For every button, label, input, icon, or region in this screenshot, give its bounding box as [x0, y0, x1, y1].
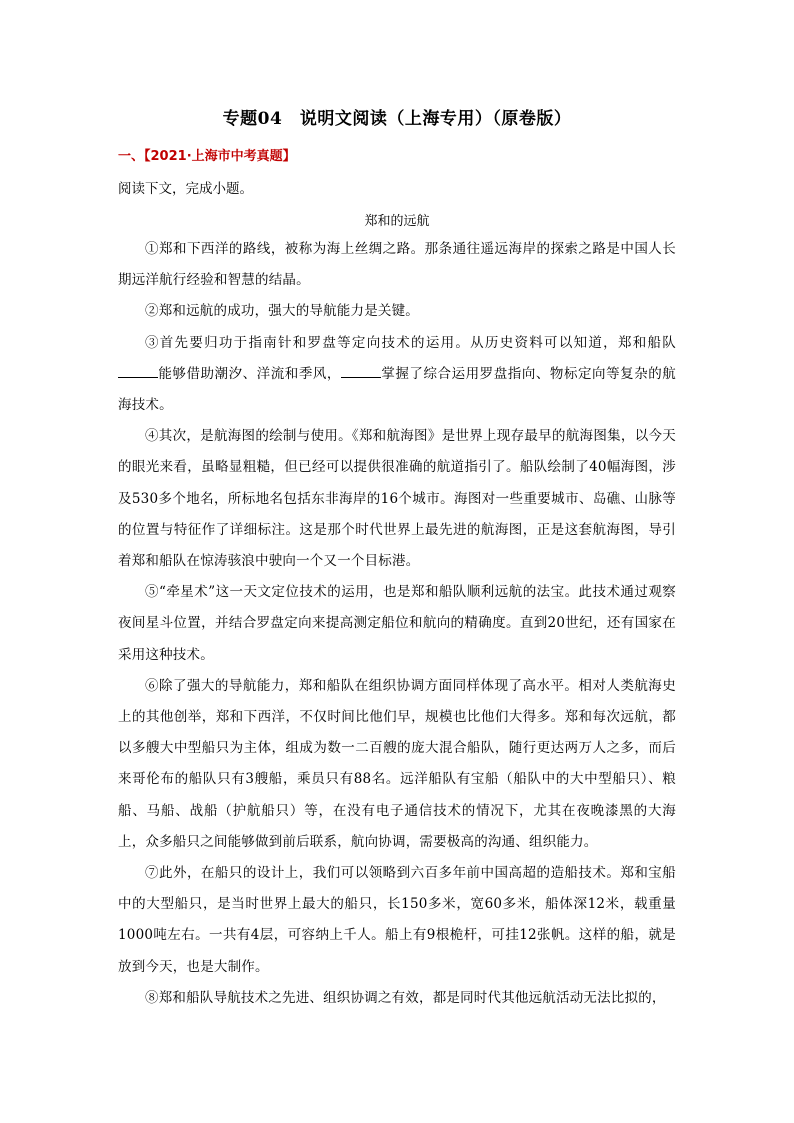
fill-blank-1[interactable]	[118, 363, 158, 378]
fill-blank-2[interactable]	[341, 363, 381, 378]
passage-body	[118, 234, 676, 1014]
section-heading	[118, 145, 296, 164]
paragraph-6: ⑥除了强大的导航能力，郑和船队在组织协调方面同样体现了高水平。相对人类航海史上的其他创举，郑和下西洋，不仅时间比他们早，规模也比他们大得多。郑和每次远航，都以多艘大中型船只为主体，组成为数一二百艘的庞大混合船队，随行更达两万人之多，而后来哥伦布的船队只有3艘船，乘员只有88名。远洋船队有宝船（船队中的大中型船只）、粮船、马船、战船（护航船只）等，在没有电子通信技术的情况下，尤其在夜晚漆黑的大海上，众多船只之间能够做到前后联系，航向协调，需要极高的沟通、组织能力。	[118, 677, 676, 850]
passage-title: 郑和的远航	[364, 214, 430, 229]
page-title: 专题04 说明文阅读（上海专用）（原卷版）	[222, 109, 572, 129]
paragraph-4: ④其次，是航海图的绘制与使用。《郑和航海图》是世界上现存最早的航海图集，以今天的眼光来看，虽略显粗糙，但已经可以提供很准确的航道指引了。船队绘制了40幅海图，涉及530多个地名，所标地名包括东非海岸的16个城市。海图对一些重要城市、岛礁、山脉等的位置与特征作了详细标注。这是那个时代世界上最先进的航海图，正是这套航海图，导引着郑和船队在惊涛骇浪中驶向一个又一个目标港。	[118, 428, 676, 570]
paragraph-5: ⑤“牵星术”这一天文定位技术的运用，也是郑和船队顺利远航的法宝。此技术通过观察夜间星斗位置，并结合罗盘定向来提高测定船位和航向的精确度。直到20世纪，还有国家在采用这种技术。	[118, 584, 676, 663]
paragraph-3-part-c: 掌握了综合运用罗盘指向、物标定向等复杂的航海技术。	[118, 365, 676, 414]
paragraph-7: ⑦此外，在船只的设计上，我们可以领略到六百多年前中国高超的造船技术。郑和宝船中的大型船只，是当时世界上最大的船只，长150多米，宽60多米，船体深12米，载重量1000吨左右。一共有4层，可容纳上千人。船上有9根桅杆，可挂12张帆。这样的船，就是放到今天，也是大制作。	[118, 865, 676, 975]
paragraph-2: ②郑和远航的成功，强大的导航能力是关键。	[145, 303, 419, 320]
paragraph-3-part-a: ③首先要归功于指南针和罗盘等定向技术的运用。从历史资料可以知道，郑和船队	[145, 334, 676, 351]
paragraph-8: ⑧郑和船队导航技术之先进、组织协调之有效，都是同时代其他远航活动无法比拟的，	[145, 989, 666, 1006]
paragraph-3-part-b: 能够借助潮汐、洋流和季风，	[158, 365, 341, 382]
paragraph-1: ①郑和下西洋的路线，被称为海上丝绸之路。那条通往遥远海岸的探索之路是中国人长期远洋航行经验和智慧的结晶。	[118, 241, 676, 289]
paragraph-3	[118, 328, 676, 422]
section-source-tag: 【2021·上海市中考真题】	[144, 149, 296, 164]
instruction-text: 阅读下文，完成小题。	[118, 181, 253, 197]
section-number: 一、	[118, 149, 145, 164]
